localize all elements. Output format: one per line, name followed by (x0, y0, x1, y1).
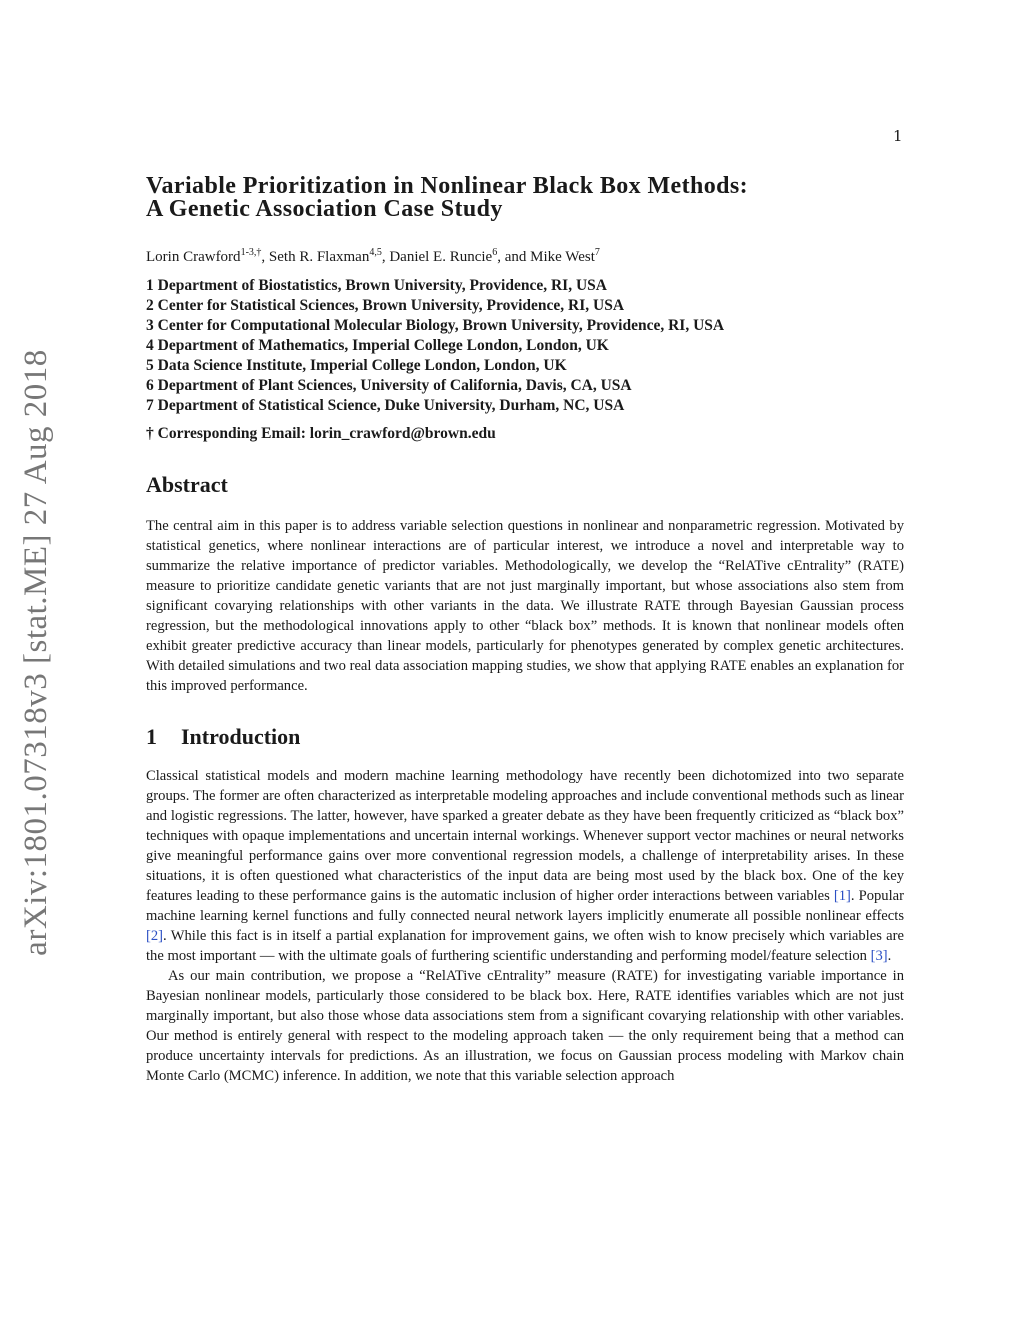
corresponding-email: † Corresponding Email: lorin_crawford@brown.edu (146, 425, 496, 442)
affiliation-list (146, 276, 904, 416)
arxiv-identifier: arXiv:1801.07318v3 [stat.ME] 27 Aug 2018 (17, 349, 54, 956)
section-title: Introduction (181, 724, 301, 749)
author: Seth R. Flaxman$^{4,5}$ (268, 247, 382, 265)
author: Daniel E. Runcie$^6$ (389, 247, 498, 265)
title-line-1: Variable Prioritization in Nonlinear Black Box Methods: (146, 173, 748, 199)
introduction-paragraph-1: Classical statistical models and modern machine learning methodology have recently been dichotomized into two separate groups. The former are often characterized as interpretable modeling approaches and include conventional methods such as linear and logistic regressions. The latter, however, have sparked a greater debate as they have been frequently criticized as “black box” techniques with opaque implementations and uncertain internal workings. Whenever support vector machines or neural networks give meaningful performance gains over more conventional regression models, a challenge of interpretability arises. In these situations, it is often questioned what characteristics of the input data are being most used by the black box. One of the key features leading to these performance gains is the automatic inclusion of higher order interactions between variables [1]. Popular machine learning kernel functions and fully connected neural network layers implicitly enumerate all possible nonlinear effects [2]. While this fact is in itself a partial explanation for improvement gains, we often wish to know precisely which variables are the most important — with the ultimate goals of furthering scientific understanding and performing model/feature selection [3]. (146, 768, 904, 964)
section-number: 1 (146, 724, 157, 749)
paper-title (146, 175, 904, 221)
citation-link[interactable]: [1] (833, 888, 851, 904)
author-list: Lorin Crawford$^{1-3,\dagger}$, Seth R. Flaxman$^{4,5}$, Daniel E. Runcie$^6$, and Mike West$^7$ (146, 247, 600, 265)
paper-content (146, 175, 904, 1086)
introduction-heading (146, 724, 904, 750)
affiliation-item: 5 Data Science Institute, Imperial College London, London, UK (146, 357, 567, 374)
affiliation-item: 1 Department of Biostatistics, Brown University, Providence, RI, USA (146, 277, 607, 294)
affiliation-item: 4 Department of Mathematics, Imperial College London, London, UK (146, 337, 609, 354)
affiliation-item: 6 Department of Plant Sciences, University of California, Davis, CA, USA (146, 377, 632, 394)
title-line-2: A Genetic Association Case Study (146, 196, 503, 222)
author: Lorin Crawford$^{1-3,\dagger}$ (146, 247, 262, 265)
affiliation-item: 3 Center for Computational Molecular Biology, Brown University, Providence, RI, USA (146, 317, 725, 334)
citation-link[interactable]: [3] (870, 948, 888, 964)
abstract-body: The central aim in this paper is to address variable selection questions in nonlinear and nonparametric regression. Motivated by statistical genetics, where nonlinear interactions are of particular interest, we introduce a novel and interpretable way to summarize the relative importance of predictor variables. Methodologically, we develop the “RelATive cEntrality” (RATE) measure to prioritize candidate genetic variants that are not just marginally important, but whose associations also stem from significant covarying relationships with other variants in the data. We illustrate RATE through Bayesian Gaussian process regression, but the methodological innovations apply to other “black box” methods. It is known that nonlinear models often exhibit greater predictive accuracy than linear models, particularly for phenotypes generated by complex genetic architectures. With detailed simulations and two real data association mapping studies, we show that applying RATE enables an explanation for this improved performance. (146, 518, 904, 694)
affiliation-item: 7 Department of Statistical Science, Duke University, Durham, NC, USA (146, 397, 625, 414)
abstract-heading: Abstract (146, 472, 228, 497)
arxiv-side-stamp (18, 345, 54, 960)
page-number: 1 (893, 127, 903, 145)
author: Mike West$^7$ (530, 247, 600, 265)
citation-link[interactable]: [2] (146, 928, 164, 944)
affiliation-item: 2 Center for Statistical Sciences, Brown University, Providence, RI, USA (146, 297, 625, 314)
introduction-paragraph-2: As our main contribution, we propose a “RelATive cEntrality” measure (RATE) for investigating variable importance in Bayesian nonlinear models, particularly those considered to be black box. Here, RATE identifies variables which are not just marginally important, but also those whose data associations stem from a significant covarying relationship with other variables. Our method is entirely general with respect to the modeling approach taken — the only requirement being that a method can produce uncertainty intervals for predictions. As an illustration, we focus on Gaussian process modeling with Markov chain Monte Carlo (MCMC) inference. In addition, we note that this variable selection approach (146, 968, 904, 1084)
